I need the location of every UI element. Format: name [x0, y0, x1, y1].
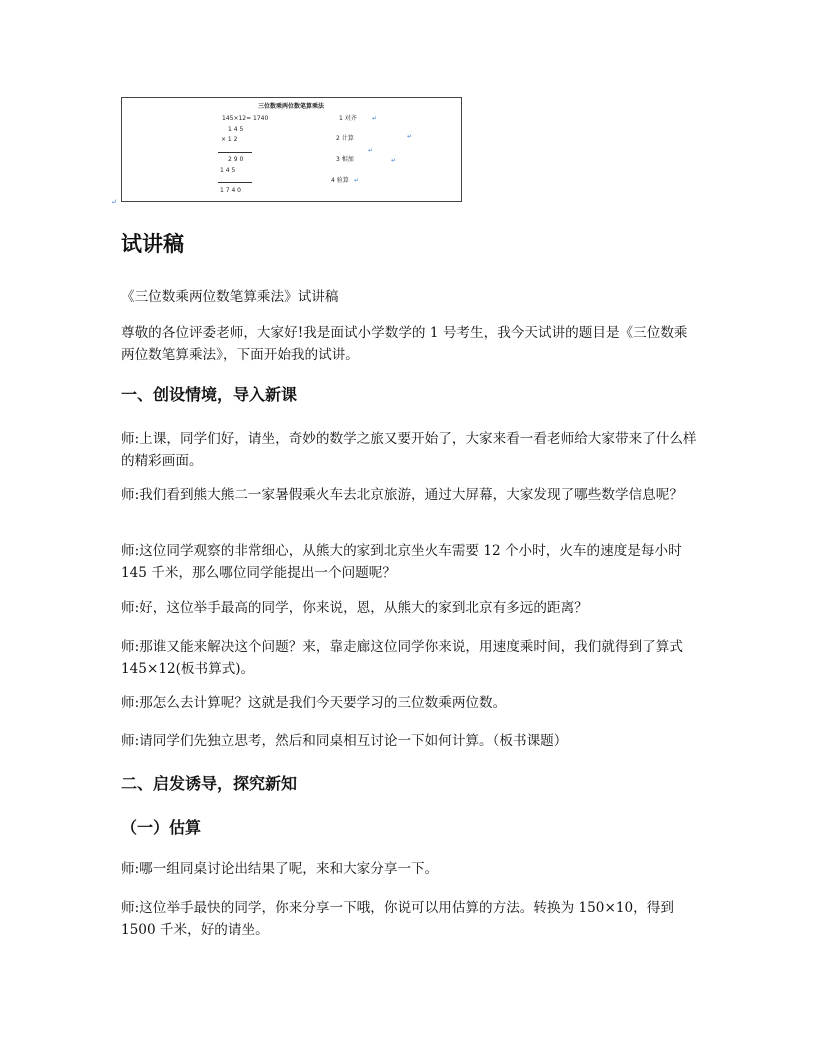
paragraph-mark-icon: ↵ [354, 177, 360, 184]
section-2-heading: 二、启发诱导，探究新知 [121, 774, 298, 793]
section-1-heading: 一、创设情境，导入新课 [121, 385, 298, 404]
calc-line-1: 1 4 5 [228, 126, 244, 133]
calc-rule-1 [218, 152, 252, 153]
document-title: 试讲稿 [121, 232, 184, 256]
figure-title: 三位数乘两位数笔算乘法 [258, 103, 325, 110]
paragraph-mark-icon: ↵ [372, 115, 378, 122]
section-2-paragraph: 师:这位举手最快的同学，你来分享一下哦，你说可以用估算的方法。转换为 150×10，得到 1500 千米，好的请坐。 [121, 900, 674, 938]
step-4: 4 验算 [331, 177, 349, 184]
paragraph-mark-icon: ↵ [111, 198, 117, 206]
paragraph-mark-icon: ↵ [368, 147, 374, 154]
step-2: 2 计算 [336, 135, 354, 142]
section-1-paragraph: 师:那谁又能来解决这个问题？来，靠走廊这位同学你来说，用速度乘时间，我们就得到了算式 145×12(板书算式)。 [121, 639, 683, 677]
section-1-paragraph: 师:我们看到熊大熊二一家暑假乘火车去北京旅游，通过大屏幕，大家发现了哪些数学信息呢？ [121, 487, 683, 503]
section-1-paragraph: 师:那怎么去计算呢？这就是我们今天要学习的三位数乘两位数。 [121, 695, 507, 711]
section-2-paragraph: 师:哪一组同桌讨论出结果了呢，来和大家分享一下。 [121, 861, 439, 877]
intro-paragraph: 尊敬的各位评委老师，大家好!我是面试小学数学的 1 号考生，我今天试讲的题目是《三位数乘两位数笔算乘法》，下面开始我的试讲。 [121, 325, 688, 363]
calc-partial-2: 1 4 5 [220, 167, 236, 174]
step-3: 3 相加 [336, 156, 354, 163]
paragraph-mark-icon: ↵ [407, 133, 413, 140]
section-1-paragraph: 师:上课，同学们好，请坐，奇妙的数学之旅又要开始了，大家来看一看老师给大家带来了什么样的精彩画面。 [121, 431, 697, 469]
document-subtitle: 《三位数乘两位数笔算乘法》试讲稿 [121, 289, 339, 305]
calc-rule-2 [218, 182, 252, 183]
calc-result: 1 7 4 0 [220, 187, 241, 194]
board-writing-figure [121, 97, 462, 202]
section-2-subheading: （一）估算 [121, 818, 202, 837]
calc-partial-1: 2 9 0 [228, 156, 244, 163]
section-1-paragraph: 师:好，这位举手最高的同学，你来说，恩，从熊大的家到北京有多远的距离？ [121, 600, 588, 616]
section-1-paragraph: 师:这位同学观察的非常细心，从熊大的家到北京坐火车需要 12 个小时，火车的速度是每小时 145 千米，那么哪位同学能提出一个问题呢？ [121, 543, 682, 581]
figure-equation: 145×12= 1740 [222, 115, 269, 122]
step-1: 1 对齐 [339, 115, 357, 122]
calc-line-2: × 1 2 [221, 136, 238, 143]
paragraph-mark-icon: ↵ [391, 157, 397, 164]
section-1-paragraph: 师:请同学们先独立思考，然后和同桌相互讨论一下如何计算。（板书课题） [121, 733, 568, 749]
